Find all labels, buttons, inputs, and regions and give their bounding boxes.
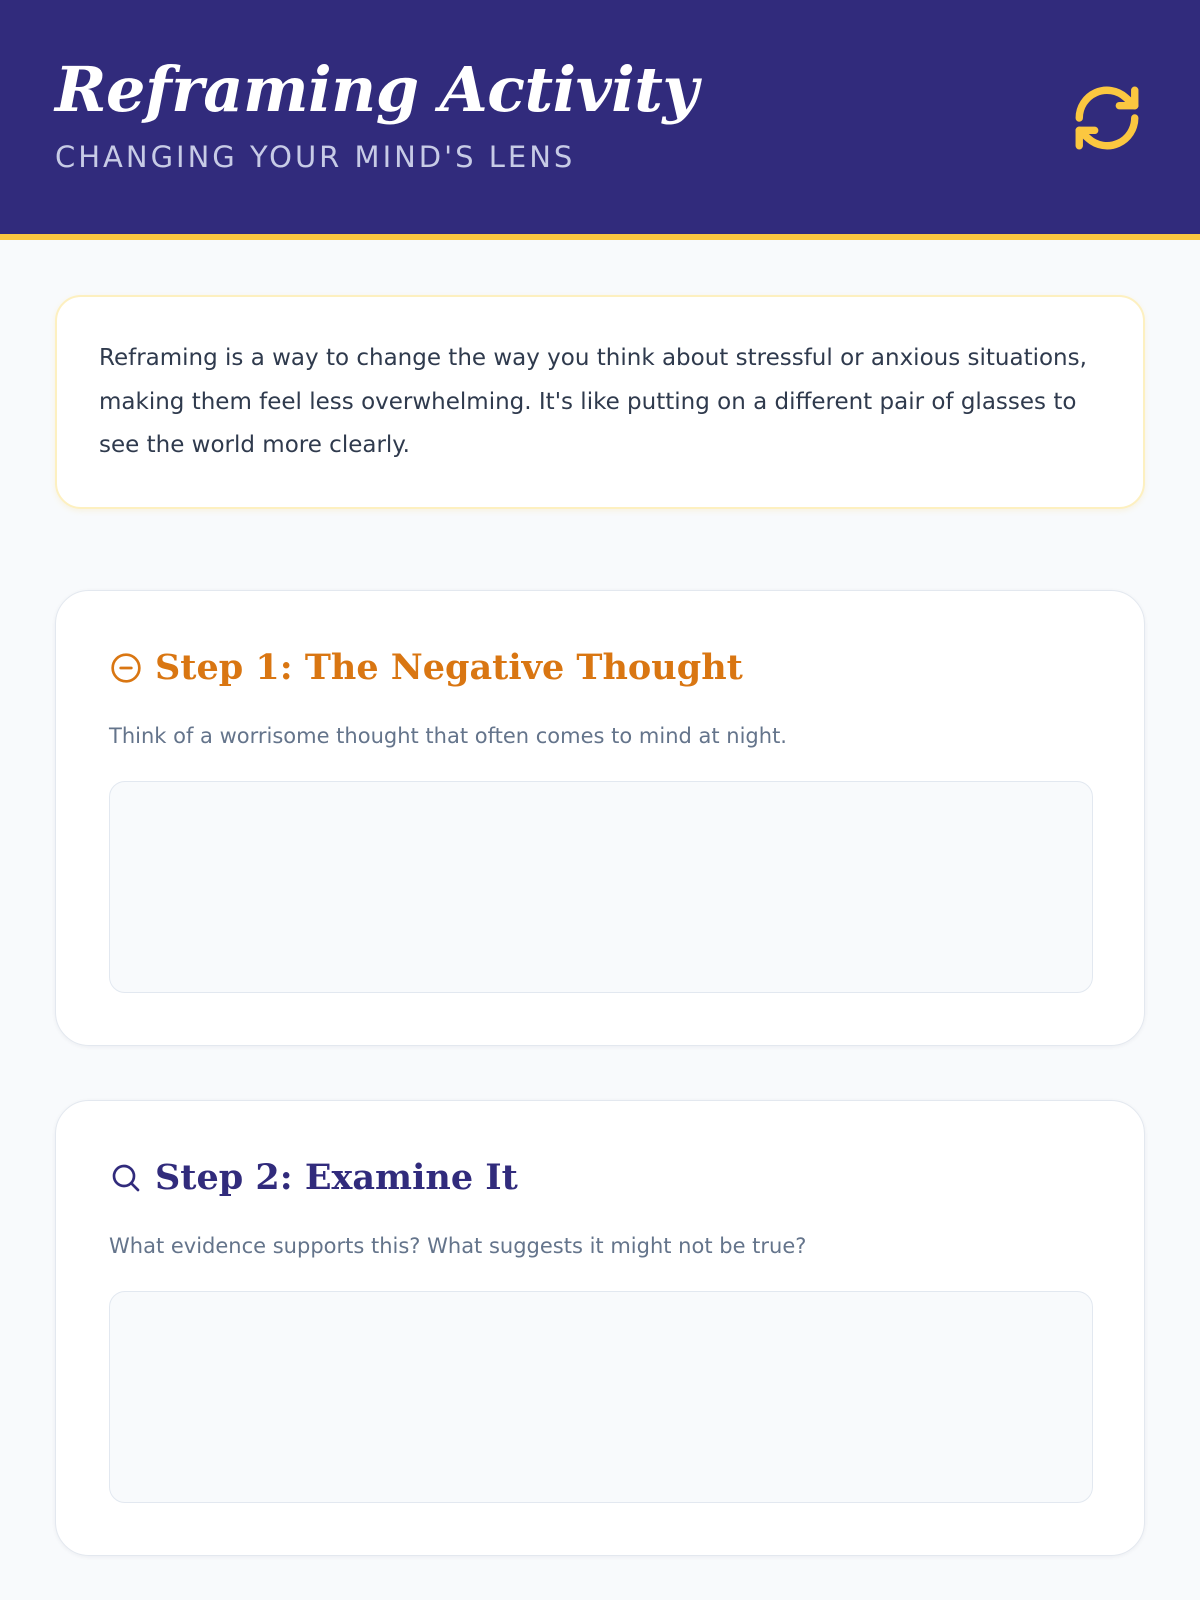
page-title: Reframing Activity xyxy=(55,53,698,126)
step-1-card xyxy=(55,590,1145,1046)
step-2-heading xyxy=(109,1153,518,1203)
search-icon xyxy=(109,1161,143,1195)
examine-thought-input[interactable] xyxy=(109,1291,1093,1503)
refresh-icon xyxy=(1070,81,1144,158)
step-1-heading xyxy=(109,643,743,693)
step-1-prompt: Think of a worrisome thought that often comes to mind at night. xyxy=(109,724,787,748)
step-1-title: Step 1: The Negative Thought xyxy=(155,647,743,688)
step-2-card xyxy=(55,1100,1145,1556)
negative-thought-input[interactable] xyxy=(109,781,1093,993)
step-2-title: Step 2: Examine It xyxy=(155,1157,518,1198)
page-subtitle: CHANGING YOUR MIND'S LENS xyxy=(55,140,576,174)
intro-card xyxy=(55,295,1145,509)
refresh-button[interactable] xyxy=(1066,78,1148,160)
app-header xyxy=(0,0,1200,240)
minus-circle-icon xyxy=(109,651,143,685)
step-2-prompt: What evidence supports this? What suggests it might not be true? xyxy=(109,1234,807,1258)
intro-text: Reframing is a way to change the way you think about stressful or anxious situations, making them feel less overwhelming. It's like putting on a different pair of glasses to see the world more clearly. xyxy=(99,345,1087,458)
